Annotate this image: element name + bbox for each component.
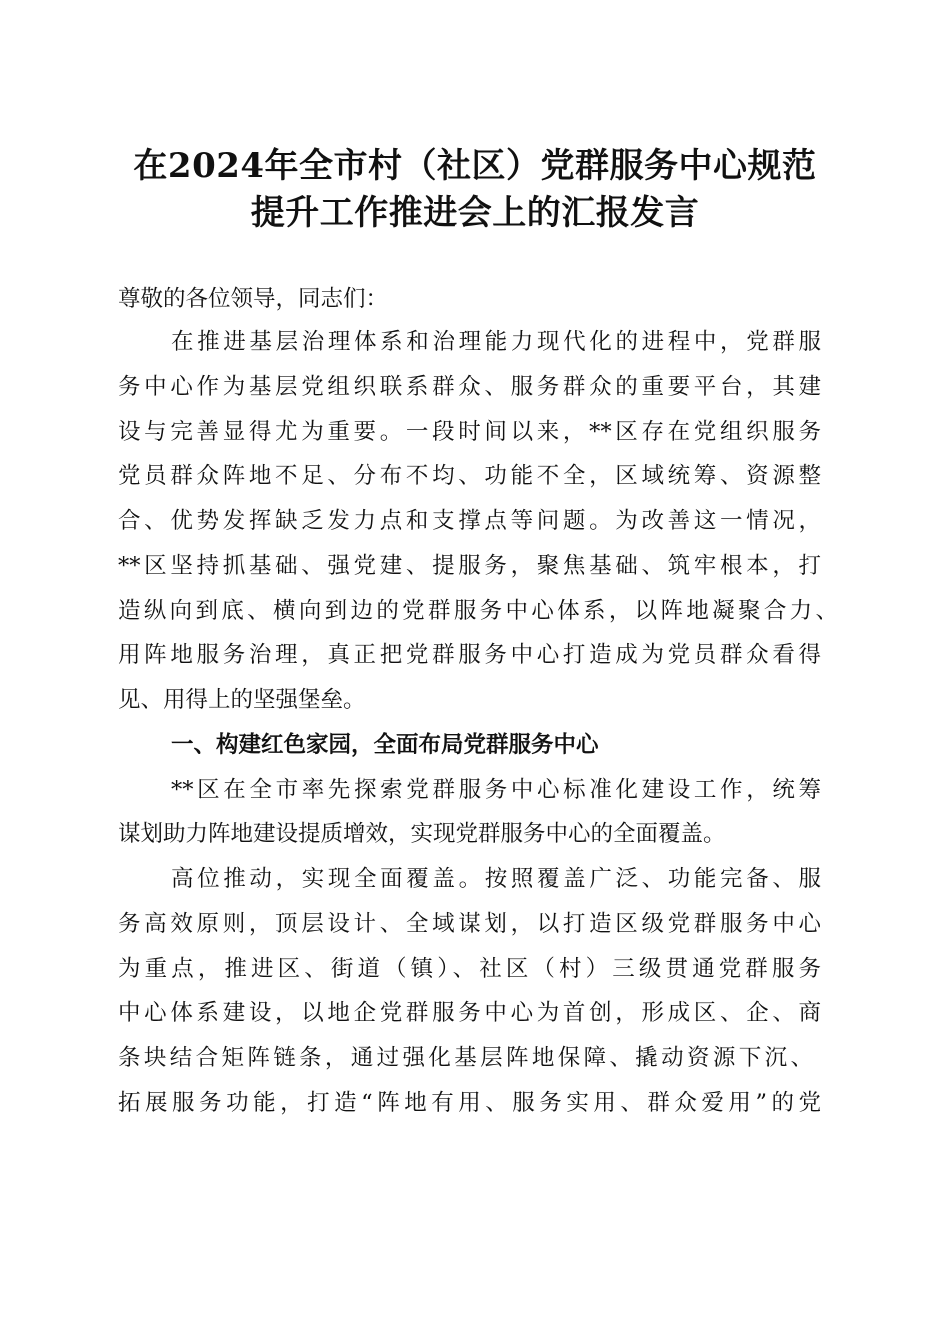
paragraph-3-line: 高位推动，实现全面覆盖。按照覆盖广泛、功能完备、服 <box>171 866 821 892</box>
paragraph-3-line: 中心体系建设，以地企党群服务中心为首创，形成区、企、商 <box>118 1000 821 1026</box>
paragraph-1-line: 见、用得上的坚强堡垒。 <box>118 687 366 713</box>
paragraph-1-line: 在推进基层治理体系和治理能力现代化的进程中，党群服 <box>171 329 821 355</box>
paragraph-1-line: 合、优势发挥缺乏发力点和支撑点等问题。为改善这一情况， <box>118 508 821 534</box>
paragraph-1-line: **区坚持抓基础、强党建、提服务，聚焦基础、筑牢根本，打 <box>118 553 821 579</box>
section-1-heading: 一、构建红色家园，全面布局党群服务中心 <box>171 732 599 758</box>
paragraph-3-line: 条块结合矩阵链条，通过强化基层阵地保障、撬动资源下沉、 <box>118 1045 813 1071</box>
document-title-line-1: 在2024年全市村（社区）党群服务中心规范 <box>133 146 817 186</box>
paragraph-1-line: 用阵地服务治理，真正把党群服务中心打造成为党员群众看得 <box>118 642 821 668</box>
paragraph-1-line: 造纵向到底、横向到边的党群服务中心体系，以阵地凝聚合力、 <box>118 598 838 624</box>
document-title-line-2: 提升工作推进会上的汇报发言 <box>250 193 700 233</box>
paragraph-1-line: 务中心作为基层党组织联系群众、服务群众的重要平台，其建 <box>118 374 821 400</box>
paragraph-2-line: **区在全市率先探索党群服务中心标准化建设工作，统筹 <box>171 777 821 803</box>
salutation: 尊敬的各位领导，同志们： <box>118 286 389 312</box>
paragraph-2-line: 谋划助力阵地建设提质增效，实现党群服务中心的全面覆盖。 <box>118 821 726 847</box>
paragraph-3-line: 务高效原则，顶层设计、全域谋划，以打造区级党群服务中心 <box>118 911 821 937</box>
paragraph-3-line: 为重点，推进区、街道（镇）、社区（村）三级贯通党群服务 <box>118 956 821 982</box>
paragraph-1-line: 党员群众阵地不足、分布不均、功能不全，区域统筹、资源整 <box>118 463 821 489</box>
paragraph-1-line: 设与完善显得尤为重要。一段时间以来，**区存在党组织服务 <box>118 419 821 445</box>
paragraph-3-line: 拓展服务功能，打造“阵地有用、服务实用、群众爱用”的党 <box>118 1090 821 1116</box>
